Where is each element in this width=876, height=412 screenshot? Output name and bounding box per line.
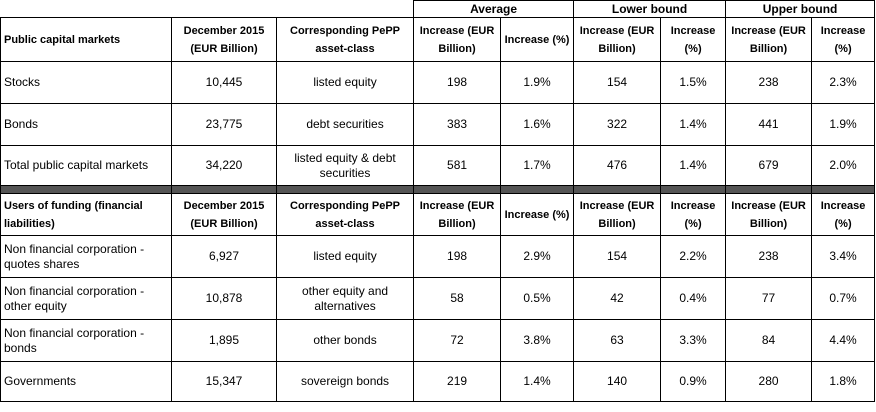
section1-header-label: Public capital markets — [1, 18, 172, 62]
section2-header-up-pct: Increase (%) — [812, 194, 875, 236]
separator-cell — [1, 186, 172, 194]
row-up-pct: 3.4% — [812, 236, 875, 278]
row-avg-eur: 581 — [414, 146, 501, 186]
section2-header-avg-eur: Increase (EUR Billion) — [414, 194, 501, 236]
row-asset-class: listed equity — [277, 236, 414, 278]
row-value: 15,347 — [172, 362, 277, 402]
section2-header-avg-pct: Increase (%) — [501, 194, 574, 236]
table-row — [1, 146, 875, 186]
row-up-eur: 77 — [726, 278, 812, 320]
separator-cell — [574, 186, 661, 194]
section2-header-up-eur: Increase (EUR Billion) — [726, 194, 812, 236]
row-label: Governments — [1, 362, 172, 402]
row-low-pct: 3.3% — [661, 320, 726, 362]
row-avg-eur: 58 — [414, 278, 501, 320]
section1-header-avg-pct: Increase (%) — [501, 18, 574, 62]
row-low-eur: 154 — [574, 62, 661, 104]
row-asset-class: listed equity — [277, 62, 414, 104]
section1-header-up-eur: Increase (EUR Billion) — [726, 18, 812, 62]
section2-header-label: Users of funding (financial liabilities) — [1, 194, 172, 236]
row-label: Non financial corporation - bonds — [1, 320, 172, 362]
row-avg-pct: 2.9% — [501, 236, 574, 278]
group-header-spacer — [1, 1, 414, 18]
row-up-pct: 1.8% — [812, 362, 875, 402]
row-up-eur: 84 — [726, 320, 812, 362]
row-label: Stocks — [1, 62, 172, 104]
table-row — [1, 62, 875, 104]
row-avg-pct: 1.6% — [501, 104, 574, 146]
row-low-pct: 0.4% — [661, 278, 726, 320]
row-low-eur: 476 — [574, 146, 661, 186]
row-label: Total public capital markets — [1, 146, 172, 186]
section2-header-asset: Corresponding PePP asset-class — [277, 194, 414, 236]
row-value: 6,927 — [172, 236, 277, 278]
row-asset-class: sovereign bonds — [277, 362, 414, 402]
row-value: 23,775 — [172, 104, 277, 146]
group-lower-bound: Lower bound — [574, 1, 726, 18]
separator-cell — [661, 186, 726, 194]
row-label: Bonds — [1, 104, 172, 146]
section2-header-row — [1, 194, 875, 236]
row-value: 1,895 — [172, 320, 277, 362]
separator-cell — [812, 186, 875, 194]
section2-header-low-eur: Increase (EUR Billion) — [574, 194, 661, 236]
section1-header-row — [1, 18, 875, 62]
row-up-eur: 238 — [726, 62, 812, 104]
separator-cell — [726, 186, 812, 194]
row-avg-pct: 1.7% — [501, 146, 574, 186]
row-label: Non financial corporation - quotes shares — [1, 236, 172, 278]
row-avg-eur: 198 — [414, 62, 501, 104]
section2-header-value: December 2015 (EUR Billion) — [172, 194, 277, 236]
section1-header-low-eur: Increase (EUR Billion) — [574, 18, 661, 62]
row-low-pct: 1.5% — [661, 62, 726, 104]
table-row — [1, 104, 875, 146]
group-header-row — [1, 1, 875, 18]
table-row — [1, 362, 875, 402]
row-avg-pct: 0.5% — [501, 278, 574, 320]
row-up-pct: 2.0% — [812, 146, 875, 186]
row-label: Non financial corporation - other equity — [1, 278, 172, 320]
row-value: 10,878 — [172, 278, 277, 320]
row-low-eur: 154 — [574, 236, 661, 278]
row-up-eur: 441 — [726, 104, 812, 146]
row-asset-class: other equity and alternatives — [277, 278, 414, 320]
row-low-eur: 322 — [574, 104, 661, 146]
section1-header-avg-eur: Increase (EUR Billion) — [414, 18, 501, 62]
row-low-pct: 1.4% — [661, 104, 726, 146]
row-low-pct: 1.4% — [661, 146, 726, 186]
row-up-pct: 1.9% — [812, 104, 875, 146]
section1-header-asset: Corresponding PePP asset-class — [277, 18, 414, 62]
row-asset-class: listed equity & debt securities — [277, 146, 414, 186]
row-up-pct: 0.7% — [812, 278, 875, 320]
separator-cell — [414, 186, 501, 194]
table-row — [1, 236, 875, 278]
section1-header-low-pct: Increase (%) — [661, 18, 726, 62]
row-low-pct: 0.9% — [661, 362, 726, 402]
separator-cell — [277, 186, 414, 194]
row-low-eur: 140 — [574, 362, 661, 402]
row-avg-pct: 1.4% — [501, 362, 574, 402]
row-avg-pct: 1.9% — [501, 62, 574, 104]
section2-header-low-pct: Increase (%) — [661, 194, 726, 236]
row-up-eur: 238 — [726, 236, 812, 278]
row-low-eur: 63 — [574, 320, 661, 362]
row-value: 34,220 — [172, 146, 277, 186]
section1-header-value: December 2015 (EUR Billion) — [172, 18, 277, 62]
row-avg-eur: 72 — [414, 320, 501, 362]
row-avg-eur: 219 — [414, 362, 501, 402]
row-low-pct: 2.2% — [661, 236, 726, 278]
row-up-eur: 280 — [726, 362, 812, 402]
table-row — [1, 320, 875, 362]
section1-header-up-pct: Increase (%) — [812, 18, 875, 62]
row-avg-eur: 383 — [414, 104, 501, 146]
row-avg-pct: 3.8% — [501, 320, 574, 362]
group-upper-bound: Upper bound — [726, 1, 875, 18]
separator-cell — [172, 186, 277, 194]
row-avg-eur: 198 — [414, 236, 501, 278]
row-low-eur: 42 — [574, 278, 661, 320]
row-asset-class: other bonds — [277, 320, 414, 362]
row-up-pct: 4.4% — [812, 320, 875, 362]
row-up-pct: 2.3% — [812, 62, 875, 104]
group-average: Average — [414, 1, 574, 18]
row-up-eur: 679 — [726, 146, 812, 186]
section-separator — [1, 186, 875, 194]
row-asset-class: debt securities — [277, 104, 414, 146]
table-row — [1, 278, 875, 320]
separator-cell — [501, 186, 574, 194]
row-value: 10,445 — [172, 62, 277, 104]
